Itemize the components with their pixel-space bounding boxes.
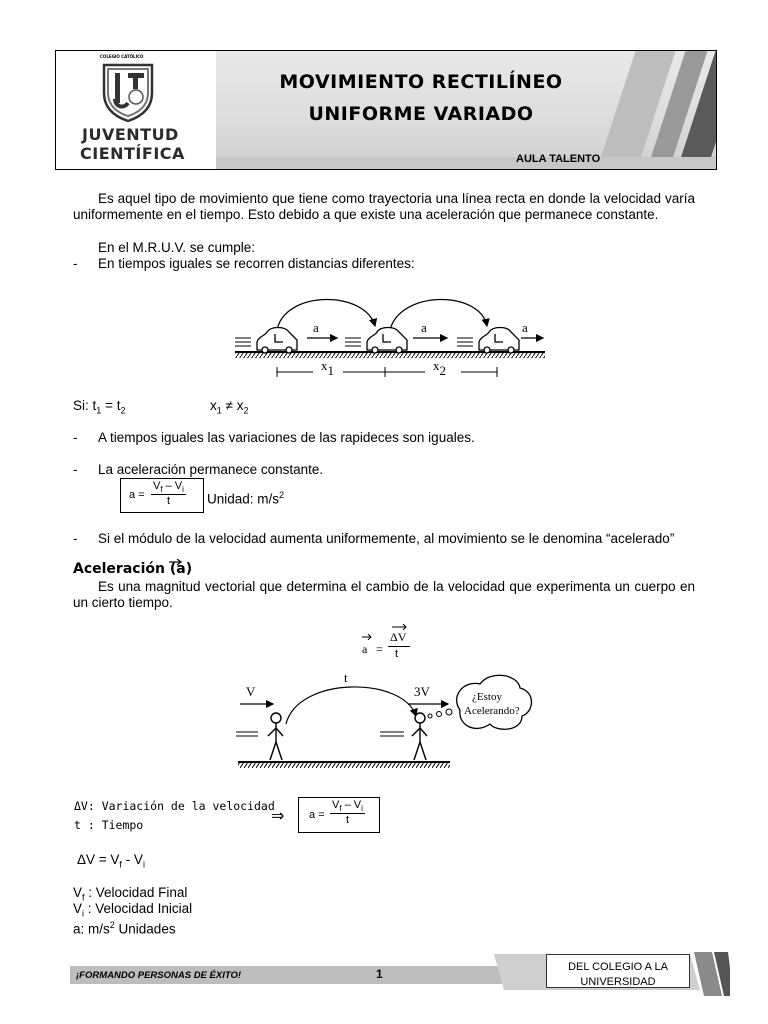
formula2-t: t: [345, 814, 349, 827]
t-definition: t : Tiempo: [74, 818, 144, 832]
vector-formula: [362, 630, 422, 666]
page-title-line2: UNIFORME VARIADO: [308, 103, 534, 125]
header-banner: [55, 50, 717, 170]
implies-arrow: ⇒: [271, 806, 285, 825]
vi-label: V: [73, 901, 83, 916]
car-2: [367, 328, 407, 354]
person-1: [268, 713, 283, 760]
x1-sub: 1: [216, 405, 222, 416]
person-2: [412, 713, 427, 760]
unit-text: Unidad: m/s: [207, 491, 280, 507]
heading-vector-a: a: [176, 561, 186, 577]
svg-text:x1: [321, 358, 334, 378]
heading-text: Aceleración (: [73, 561, 177, 577]
car-3: [479, 328, 519, 354]
unit-exp: 2: [279, 490, 285, 500]
car-1: [257, 328, 297, 354]
page-title-line1: MOVIMIENTO RECTILÍNEO: [279, 71, 563, 93]
formula-vi-sub: i: [182, 485, 184, 495]
bullet-2: - A tiempos iguales las variaciones de las rapideces son iguales.: [73, 430, 475, 445]
heading-close: ): [185, 561, 193, 577]
vec-eq: =: [376, 642, 383, 656]
vec-num-arrow-icon: [392, 624, 408, 630]
formula-vf: V: [153, 480, 161, 492]
school-logo-icon: [98, 59, 158, 123]
formula-vf-sub: f: [160, 485, 163, 495]
vec-a-arrow-icon: [362, 634, 372, 640]
formula2-vi-sub: i: [361, 804, 363, 814]
delta-v-definition: ΔV: Variación de la velocidad: [74, 799, 275, 813]
formula2-minus-vi: – V: [341, 799, 362, 811]
delta-v-equation: [77, 852, 145, 873]
footer-box-line2: UNIVERSIDAD: [580, 976, 656, 988]
units-label: a: m/s: [73, 921, 110, 937]
t1-sub: 1: [96, 405, 102, 416]
vf-text: : Velocidad Final: [84, 885, 188, 900]
acceleration-text: Es una magnitud vectorial que determina el cambio de la velocidad que experimenta un cuerpo en un cierto tiempo.: [73, 579, 695, 610]
formula-a: a =: [129, 489, 145, 501]
si-label: Si:: [73, 398, 89, 413]
t2-sub: 2: [120, 405, 126, 416]
formula2-vf-sub: f: [339, 804, 342, 814]
thought-line2: Acelerando?: [464, 705, 520, 717]
accel-label-3: a: [522, 320, 528, 335]
relation-line: [73, 398, 126, 419]
vf-sub: f: [82, 892, 85, 903]
vec-a: a: [362, 642, 368, 656]
vec-den: t: [395, 648, 399, 660]
vi-text: : Velocidad Inicial: [84, 901, 193, 916]
time-label: t: [344, 670, 348, 685]
footer-slogan: ¡FORMANDO PERSONAS DE ÉXITO!: [76, 970, 242, 981]
vf-label: V: [73, 885, 83, 900]
distance-x1-sub: 1: [327, 363, 334, 378]
formula2-vf: V: [332, 799, 340, 811]
svg-text:x2: [433, 358, 446, 378]
vec-num: ΔV: [390, 630, 407, 644]
subtitle-label: AULA TALENTO: [516, 153, 601, 165]
unit-label: [207, 487, 284, 508]
footer-box: [546, 954, 690, 988]
intro-text-1: Es aquel tipo de movimiento que tiene como trayectoria una línea recta en donde la velocidad varía uniformemente en el tiempo. Esto debido a que existe una aceleración que permanece constante.: [73, 191, 695, 222]
equals: =: [105, 398, 113, 413]
units-definition: [73, 917, 176, 938]
thought-line1: ¿Estoy: [472, 691, 502, 703]
dv-eq-i: i: [142, 859, 145, 870]
t1: t: [92, 398, 97, 413]
formula-minus-vi: – V: [162, 480, 183, 492]
acceleration-paragraph: [73, 579, 695, 611]
bullet-1: - En tiempos iguales se recorren distancias diferentes:: [73, 256, 415, 271]
page-number: 1: [376, 967, 383, 981]
formula-t: t: [166, 495, 170, 508]
x-relation: [210, 398, 248, 419]
footer-box-line1: DEL COLEGIO A LA: [568, 961, 668, 973]
vector-arrow-icon: [168, 559, 182, 565]
bullet-3-text: La aceleración permanece constante.: [98, 462, 324, 477]
acceleration-formula-box-2: [298, 797, 380, 833]
t2: t: [116, 398, 121, 413]
initial-velocity-label: V: [246, 684, 256, 699]
final-velocity-label: 3V: [414, 684, 430, 699]
bullet-4-text: Si el módulo de la velocidad aumenta uniformemente, al movimiento se le denomina “acelerado”: [98, 531, 675, 546]
acceleration-formula-box: [120, 478, 204, 513]
accel-label-1: a: [313, 320, 319, 335]
dv-eq-text: ΔV = V: [77, 852, 120, 867]
units-exp: 2: [109, 920, 115, 930]
intro-text-2: [98, 240, 255, 256]
vi-sub: i: [82, 908, 85, 919]
distance-x2-label: x: [433, 358, 440, 373]
x1: x: [210, 398, 217, 413]
dv-eq-minus: - V: [121, 852, 143, 867]
accel-label-2: a: [421, 320, 427, 335]
dv-eq-f: f: [119, 859, 122, 870]
x2: x: [236, 398, 244, 413]
acceleration-heading: [73, 561, 192, 577]
school-small-label: COLEGIO CATÓLICO: [100, 54, 144, 59]
bullet-4: - Si el módulo de la velocidad aumenta uniformemente, al movimiento se le denomina “acelerado”: [73, 531, 675, 546]
distance-x1-label: x: [321, 358, 328, 373]
distance-x2-sub: 2: [439, 363, 446, 378]
bullet-2-text: A tiempos iguales las variaciones de las rapideces son iguales.: [98, 430, 475, 445]
units-text: Unidades: [114, 921, 176, 937]
intro-paragraph: [73, 191, 695, 223]
person-acceleration-figure: [228, 666, 548, 778]
formula2-a: a =: [309, 809, 325, 821]
school-name-line2: CIENTÍFICA: [80, 144, 185, 163]
x2-sub: 2: [243, 405, 249, 416]
not-equal: ≠: [225, 398, 233, 413]
bullet-1-text: En tiempos iguales se recorren distancias diferentes:: [98, 256, 415, 271]
intro-mruv-text: En el M.R.U.V. se cumple:: [98, 240, 256, 255]
bullet-3: - La aceleración permanece constante.: [73, 462, 324, 477]
school-name-line1: JUVENTUD: [82, 125, 179, 144]
cars-motion-figure: [225, 290, 553, 380]
